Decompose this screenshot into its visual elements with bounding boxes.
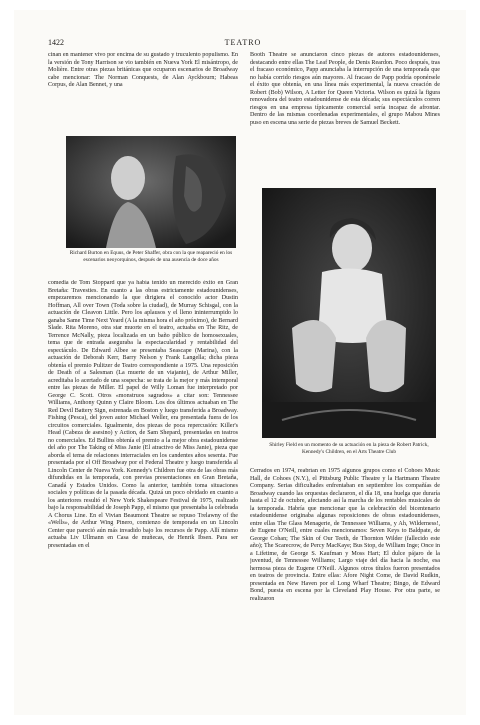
section-title: TEATRO [224, 38, 262, 47]
page-number: 1422 [48, 38, 64, 47]
paragraph: cinan en mantener vivo por encima de su gustado y truculento populismo. En la versión de Tony Harrison se vio también en Nueva York El misántropo, de Molière. Entre otras piezas británicas que ocuparon escenarios de Broadway cabe mencionar: The Norman Conquests, de Alan Ayckbourn; Habeas Corpus, de Alan Bennet, y una [48, 52, 238, 88]
left-column-main-text [48, 280, 238, 712]
page-header [48, 36, 438, 50]
paragraph: comedia de Tom Stoppard que ya había tenido un merecido éxito en Gran Bretaña: Travesties. En cuanto a las obras estrictamente estadounidenses, empezaremos mencionando la que dirigiera el conocido actor Dustin Hoffman, All over Town (Toda sobre la ciudad), de Murray Schisgal, con la actuación de Cleavon Little. Pero los aplausos y el lleno ininterrumpido lo ganaba Same Time Next Yeard (A la misma hora el año próximo), de Bernard Slade. Rita Moreno, otra star muorte en el teatro, actuaba en The Ritz, de Terrence McNally, pieza localizada en un baño público de homosexuales, tema que de entrada aseguraba la espectacularidad y rentabilidad del espectáculo. De Edward Albee se presentaba Seascape (Marina), con la actuación de Deborah Kerr, Barry Nelson y Frank Langella; dicha pieza obtenía el premio Pulitzer de Teatro correspondiente a 1975. Una reposición de Death of a Salesman (La muerte de un viajante), de Arthur Miller, acreditaba lo acertado de una sospecha: se trata de la mejor y más intemporal entre las piezas de Miller. El papel de Willy Loman fue interpretado por George C. Scott. Otros «monstruos sagrados» a citar son: Tennessee Williams, Anthony Quinn y Claire Bloom. Los dos últimos actuaban en The Red Devil Battery Sign, estrenada en Boston y luego transferida a Broadway. Fishing (Pesca), del joven autor Michael Weller, era presentada fuera de los circuitos comerciales. Igualmente, dos piezas de poca repercusión: Killer's Head (Cabeza de asesino) y Action, de Sam Shepard, presentadas en teatros no comerciales. Ed Bullins obtenía el premio a la mejor obra estadounidense del año por The Taking of Miss Janie (El atractivo de Miss Janie), pieza que aborda el tema de relaciones interraciales en los candentes años sesenta. Fue presentada por el Off Broadway por el Federal Theatre y luego transferida al Lincoln Center de Nueva York. Kennedy's Children fue otra de las obras más difundidas en la temporada, con previas presentaciones en Gran Bretaña, Canadá y Estados Unidos. Como la anterior, también toma situaciones sociales y políticas de la pasada década. Quizá un poco olvidado en cuanto a los anteriores resultó el New York Shakespeare Festival de 1975, realizado bajo la responsabilidad de Joseph Papp, el mismo que presentaba la celebrada A Chorus Line. En el Vivian Beaumont Theatre se repuso Trelawny of the «Wells», de Arthur Wing Pinero, comienzo de temporada en un Lincoln Center que pareció aún más invadido bajo los recursos de Papp. Allí mismo actuaba Liv Ullmann en Casa de muñecas, de Henrik Ibsen. Para ser presentadas en el [48, 280, 238, 549]
photo1-caption: Richard Burton en Equus, de Peter Shaffer, obra con la que reapareció en los escenarios neoyorquinos, después de una ausencia de doce años [69, 250, 233, 263]
right-column-top-text [250, 52, 440, 182]
paragraph: Booth Theatre se anunciaron cinco piezas de autores estadounidenses, destacando entre ellas The Leaf People, de Denis Reardon. Poco después, tras el fracaso económico, Papp anunciaba la interrupción de una temporada que no había corrido riesgos aún mayores. Al fracaso de Papp podría oponérsele el éxito que obtenía, en una línea más experimental, la nueva creación de Robert (Bob) Wilson, A Letter for Queen Victoria. Wilson es quizá la figura renovadora del teatro estadounidense de esta década; sus espectáculos corren riesgos en una empresa típicamente comercial sería incapaz de afrontar. Dentro de las mismas coordenadas experimentales, el grupo Mabou Mines puso en escena una serie de piezas breves de Samuel Beckett. [250, 52, 440, 126]
photo-richard-burton [66, 136, 236, 248]
right-column-bottom-text [250, 468, 440, 712]
paragraph: Cerrados en 1974, reabrían en 1975 algunos grupos como el Cohoes Music Hall, de Cohoes (N.Y.), el Pittsburg Public Theatre y la Hartmann Theatre Company. Serias dificultades enfrentaban en septiembre los compañías de Broadway cuando las orquestas declararon, el día 18, una huelga que duraría hasta el 12 de octubre, afectando así la marcha de los rentables musicales de la temporada. Habría que mencionar que la celebración del bicentenario estadounidense originaba algunas reposiciones de obras estadounidenses, entre ellas The Glass Menagerie, de Tennessee Williams, y Ah, Wilderness!, de Eugene O'Neill, entre cuales mencionamos: Seven Keys to Baldpate, de George Cohan; The Skin of Our Teeth, de Thornton Wilder (fallecido este año); The Scarecrow, de Percy MacKaye; Bus Stop, de William Inge; Once in a Lifetime, de George S. Kaufman y Moss Hart; El dulce pájaro de la juventud, de Tennessee Williams; Largo viaje del día hacia la noche, esa hermosa pieza de Eugene O'Neill. Algunos otros títulos fueron presentados en teatros de provincia. Entre ellas: Afore Night Come, de David Rudkin, presentada en New Haven por el Long Wharf Theatre; Bingo, de Edward Bond, puesta en escena por la Cleveland Play House. Por otra parte, se realizaron [250, 468, 440, 602]
photo2-caption: Shirley Field en un momento de su actuación en la pieza de Robert Patrick, Kennedy's Children, en el Arts Theatre Club [269, 442, 429, 455]
left-column-top-text [48, 52, 238, 100]
photo-shirley-field [262, 188, 436, 438]
book-page [14, 10, 466, 715]
